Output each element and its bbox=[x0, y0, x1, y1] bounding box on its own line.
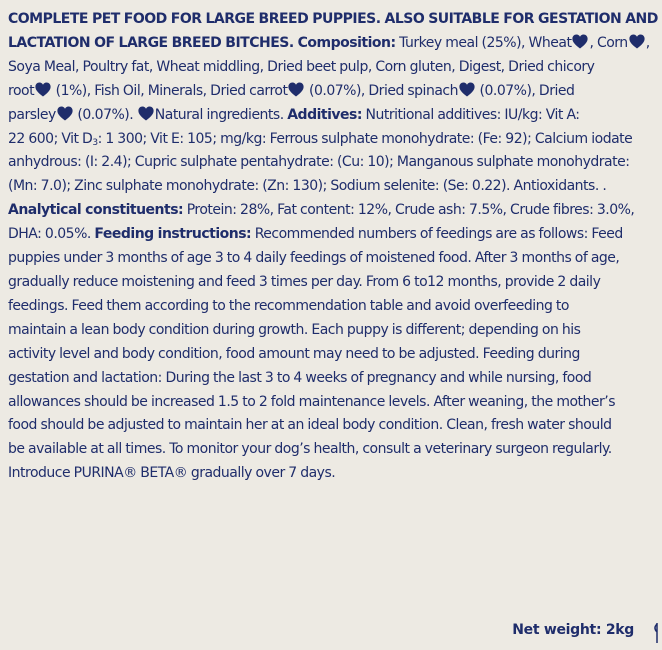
label-text: allowances should be increased 1.5 to 2 fold maintenance levels. After weaning, the mother’s bbox=[8, 393, 615, 410]
heart-icon bbox=[459, 82, 475, 97]
label-line bbox=[8, 295, 656, 319]
label-text: Turkey meal (25%), Wheat bbox=[395, 34, 572, 51]
label-line bbox=[8, 56, 656, 80]
label-text: DHA: 0.05%. bbox=[8, 226, 95, 243]
label-line bbox=[8, 151, 656, 175]
label-text: (0.07%). bbox=[73, 106, 137, 123]
label-text: (0.07%), Dried bbox=[475, 82, 575, 99]
label-line bbox=[8, 319, 656, 343]
label-heading: Feeding instructions: bbox=[94, 226, 252, 243]
label-text: feedings. Feed them according to the recommendation table and avoid overfeeding to bbox=[8, 297, 569, 314]
label-line bbox=[8, 8, 656, 32]
heart-icon bbox=[288, 82, 304, 97]
label-line bbox=[8, 128, 656, 152]
label-line bbox=[8, 32, 656, 56]
label-text: puppies under 3 months of age 3 to 4 daily feedings of moistened food. After 3 months of age, bbox=[8, 250, 620, 267]
label-text: (0.07%), Dried spinach bbox=[305, 82, 458, 99]
label-line bbox=[8, 391, 656, 415]
label-text: (1%), Fish Oil, Minerals, Dried carrot bbox=[52, 82, 288, 99]
label-heading: LACTATION OF LARGE BREED BITCHES. bbox=[8, 34, 298, 51]
label-line bbox=[8, 223, 656, 247]
label-line bbox=[8, 367, 656, 391]
label-heading: COMPLETE PET FOOD FOR LARGE BREED PUPPIES. ALSO SUITABLE FOR GESTATION AND bbox=[8, 11, 658, 27]
label-text: food should be adjusted to maintain her at an ideal body condition. Clean, fresh water should bbox=[8, 417, 612, 434]
label-line bbox=[8, 175, 656, 199]
net-weight: Net weight: 2kg bbox=[512, 622, 634, 638]
edge-mark-icon bbox=[652, 622, 660, 644]
label-text: Natural ingredients. bbox=[154, 106, 288, 123]
label-line bbox=[8, 414, 656, 438]
label-heading: Additives: bbox=[287, 106, 362, 123]
label-text: root bbox=[8, 82, 35, 99]
label-text: , Corn bbox=[589, 34, 628, 51]
label-heading: Composition: bbox=[297, 34, 396, 51]
label-text: Protein: 28%, Fat content: 12%, Crude ash: 7.5%, Crude fibres: 3.0%, bbox=[183, 202, 635, 219]
label-text: 3 bbox=[92, 137, 98, 148]
label-text: Nutritional additives: IU/kg: Vit A: bbox=[361, 106, 580, 123]
label-text: 22 600; Vit D bbox=[8, 130, 93, 147]
label-text: activity level and body condition, food amount may need to be adjusted. Feeding during bbox=[8, 345, 580, 362]
label-heading: Analytical constituents: bbox=[8, 202, 184, 219]
heart-icon bbox=[629, 34, 645, 49]
label-text: gestation and lactation: During the last 3 to 4 weeks of pregnancy and while nursing, food bbox=[8, 369, 592, 386]
label-line bbox=[8, 104, 656, 128]
label-text: gradually reduce moistening and feed 3 times per day. From 6 to12 months, provide 2 daily bbox=[8, 273, 601, 290]
label-line bbox=[8, 271, 656, 295]
label-line bbox=[8, 247, 656, 271]
label-text: , bbox=[645, 34, 650, 51]
label-text: be available at all times. To monitor your dog’s health, consult a veterinary surgeon regularly. bbox=[8, 441, 612, 458]
label-line bbox=[8, 343, 656, 367]
label-text: maintain a lean body condition during growth. Each puppy is different; depending on his bbox=[8, 321, 581, 338]
product-label-text bbox=[8, 8, 656, 486]
label-text: Introduce PURINA® BETA® gradually over 7 days. bbox=[8, 465, 336, 482]
label-text: Soya Meal, Poultry fat, Wheat middling, Dried beet pulp, Corn gluten, Digest, Dried chicory bbox=[8, 58, 595, 75]
label-text: Recommended numbers of feedings are as follows: Feed bbox=[251, 226, 623, 243]
label-line bbox=[8, 438, 656, 462]
heart-icon bbox=[572, 34, 588, 49]
label-line bbox=[8, 199, 656, 223]
label-line bbox=[8, 80, 656, 104]
heart-icon bbox=[57, 106, 73, 121]
label-text: anhydrous: (I: 2.4); Cupric sulphate pentahydrate: (Cu: 10); Manganous sulphate monohydrate: bbox=[8, 154, 630, 171]
label-text: : 1 300; Vit E: 105; mg/kg: Ferrous sulphate monohydrate: (Fe: 92); Calcium iodate bbox=[97, 130, 633, 147]
heart-icon bbox=[138, 106, 154, 121]
label-text: (Mn: 7.0); Zinc sulphate monohydrate: (Zn: 130); Sodium selenite: (Se: 0.22). Antioxidants. . bbox=[8, 178, 607, 195]
heart-icon bbox=[35, 82, 51, 97]
label-line bbox=[8, 462, 656, 486]
label-text: parsley bbox=[8, 106, 56, 123]
